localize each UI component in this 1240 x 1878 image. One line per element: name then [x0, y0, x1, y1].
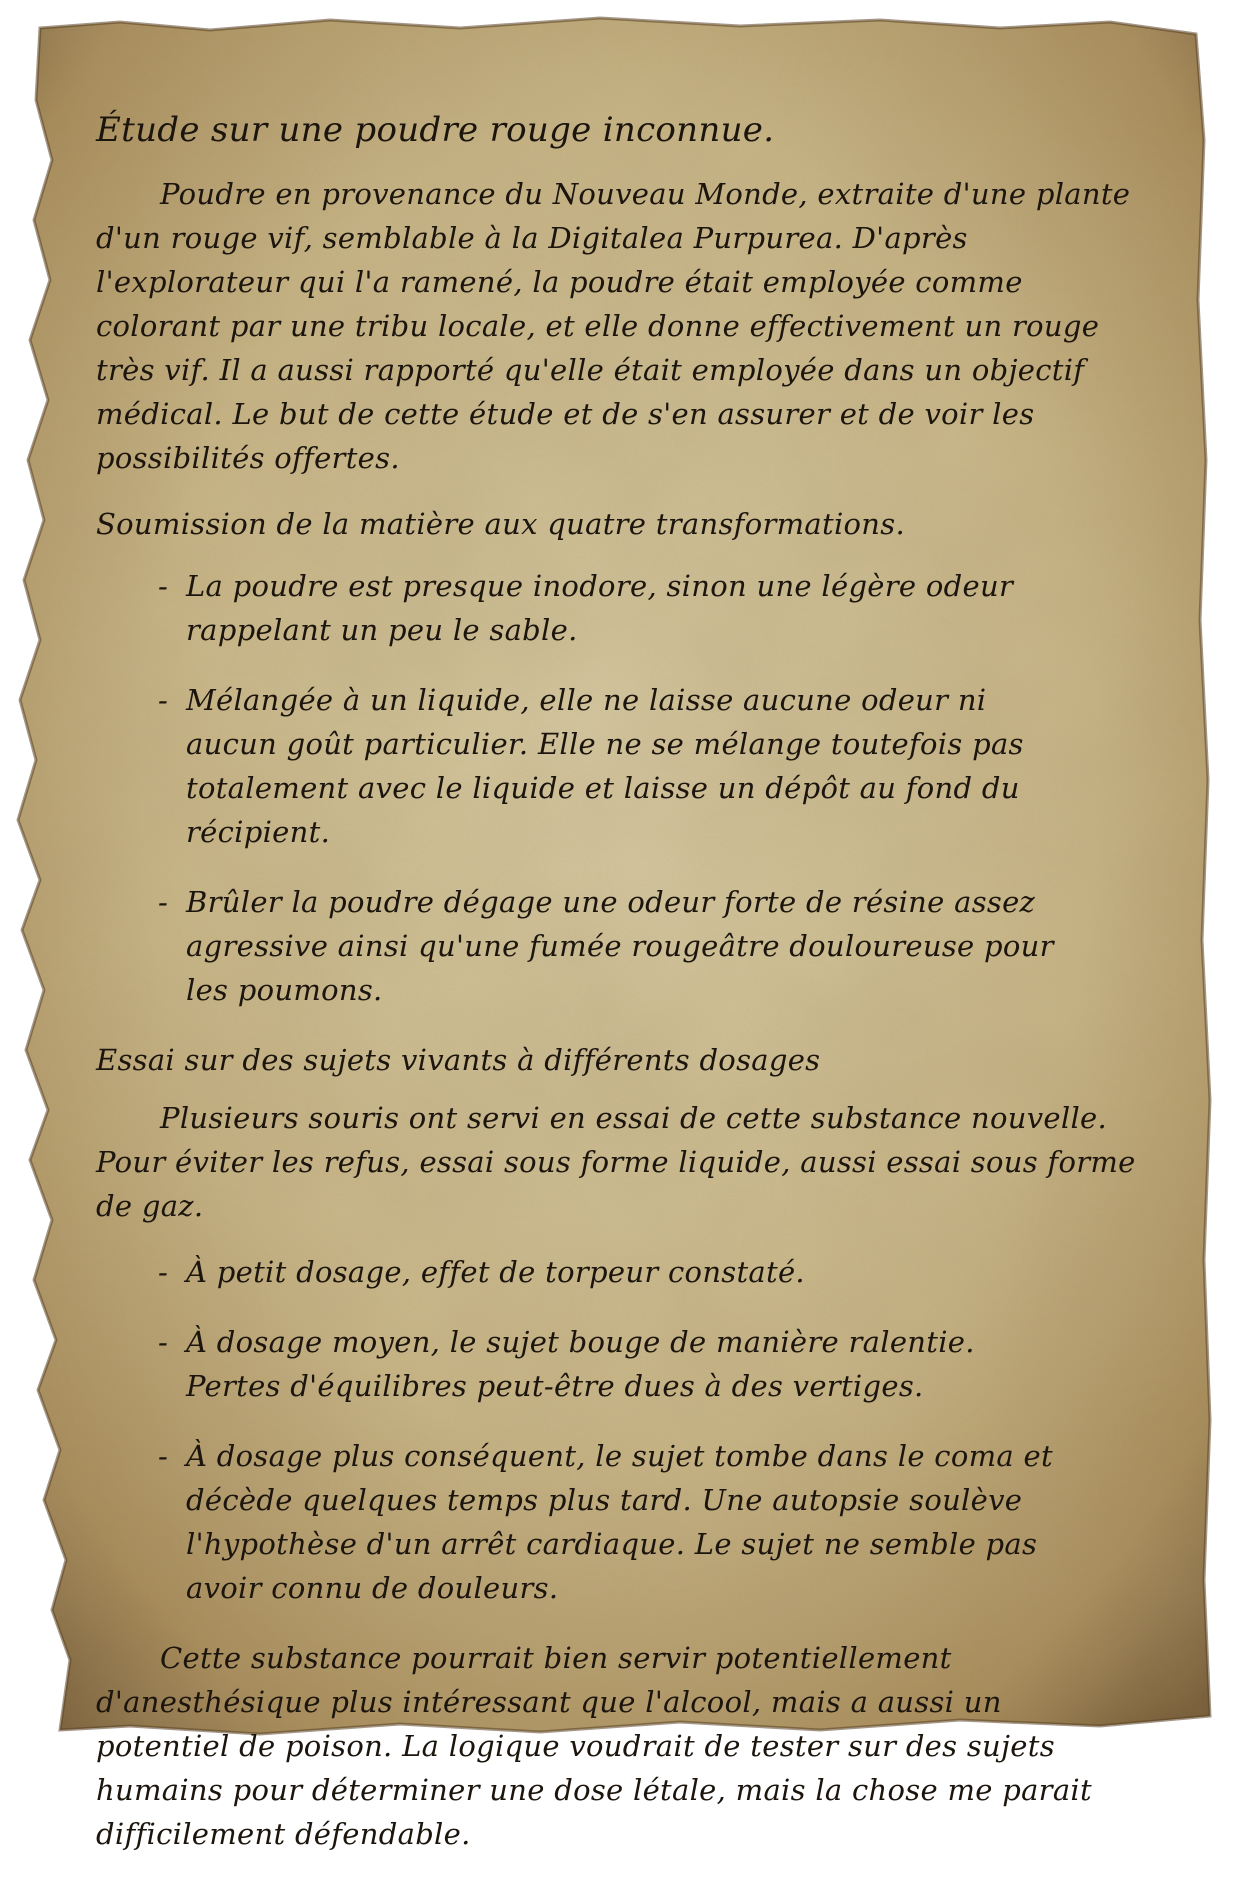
tests-intro-paragraph: Plusieurs souris ont servi en essai de cette substance nouvelle. Pour éviter les refus, essai sous forme liquide, aussi essai sous forme de gaz.: [96, 1101, 1136, 1223]
transformations-list: [96, 564, 1066, 1012]
conclusion-paragraph: Cette substance pourrait bien servir potentiellement d'anesthésique plus intéressant que l'alcool, mais a aussi un potentiel de poison. La logique voudrait de tester sur des sujets humains pour déterminer une dose létale, mais la chose me parait difficilement défendable.: [96, 1641, 1092, 1851]
list-item: - À dosage plus conséquent, le sujet tombe dans le coma et décède quelques temps plus tard. Une autopsie soulève l'hypothèse d'un arrêt cardiaque. Le sujet ne semble pas avoir connu de douleurs.: [186, 1434, 1066, 1610]
list-item: - À dosage moyen, le sujet bouge de manière ralentie. Pertes d'équilibres peut-être dues à des vertiges.: [186, 1320, 1066, 1408]
list-item: - La poudre est presque inodore, sinon une légère odeur rappelant un peu le sable.: [186, 564, 1066, 652]
list-item: - Mélangée à un liquide, elle ne laisse aucune odeur ni aucun goût particulier. Elle ne se mélange toutefois pas totalement avec le liquide et laisse un dépôt au fond du récipient.: [186, 678, 1066, 854]
document-title: Étude sur une poudre rouge inconnue.: [96, 110, 775, 150]
document-body: [96, 108, 1136, 1878]
section-heading-tests: Essai sur des sujets vivants à différents dosages: [96, 1043, 821, 1077]
section-heading-transformations: Soumission de la matière aux quatre transformations.: [96, 507, 905, 541]
intro-paragraph: Poudre en provenance du Nouveau Monde, extraite d'une plante d'un rouge vif, semblable à la Digitalea Purpurea. D'après l'explorateur qui l'a ramené, la poudre était employée comme colorant par une tribu locale, et elle donne effectivement un rouge très vif. Il a aussi rapporté qu'elle était employée dans un objectif médical. Le but de cette étude et de s'en assurer et de voir les possibilités offertes.: [96, 177, 1131, 475]
list-item: - À petit dosage, effet de torpeur constaté.: [186, 1250, 1066, 1294]
dosage-list: [96, 1250, 1066, 1610]
list-item: - Brûler la poudre dégage une odeur forte de résine assez agressive ainsi qu'une fumée rougeâtre douloureuse pour les poumons.: [186, 880, 1066, 1012]
